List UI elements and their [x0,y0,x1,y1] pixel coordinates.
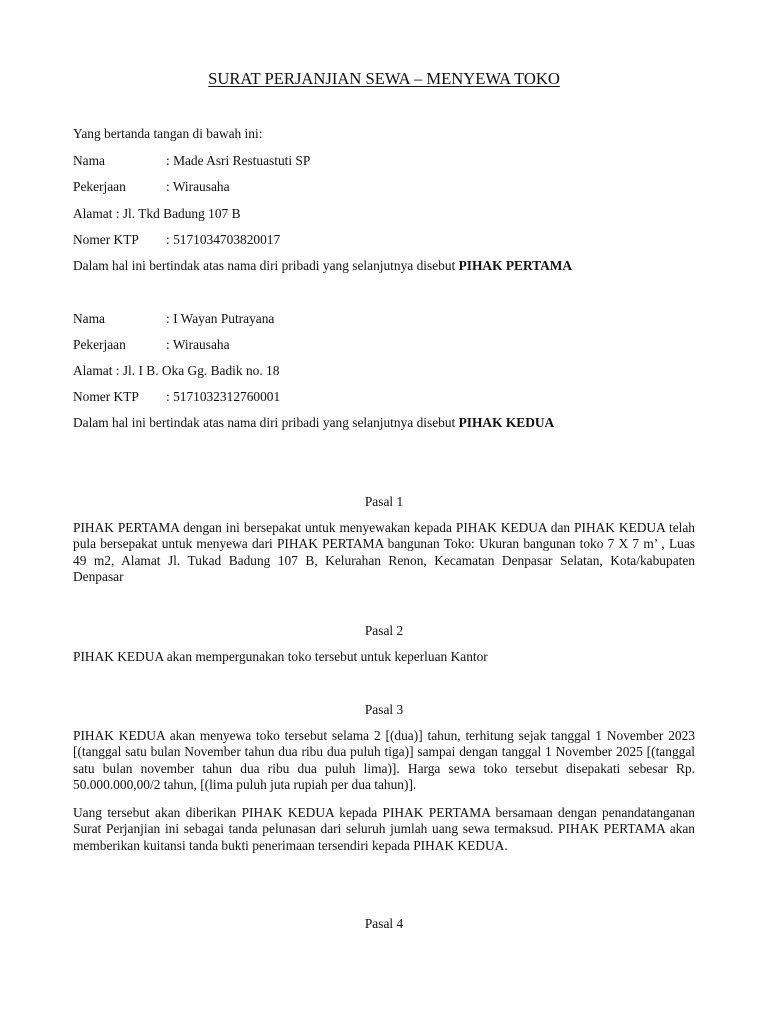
party1-pekerjaan-label: Pekerjaan [73,179,126,194]
party2-pekerjaan-value: : Wirausaha [166,337,230,352]
party2-ktp-label: Nomer KTP [73,389,139,404]
party1-role: PIHAK PERTAMA [458,258,573,273]
party1-pekerjaan-value: : Wirausaha [166,179,230,194]
party1-nama-value: : Made Asri Restuastuti SP [166,153,311,168]
party1-statement [73,258,572,274]
party1-alamat-row: Alamat : Jl. Tkd Badung 107 B [73,206,241,221]
party1-nama-label: Nama [73,153,105,168]
document-title: SURAT PERJANJIAN SEWA – MENYEWA TOKO [208,69,560,88]
party2-nama-label: Nama [73,311,105,326]
party2-role: PIHAK KEDUA [458,415,555,430]
party2-pekerjaan-label: Pekerjaan [73,337,126,352]
party2-nama-row [73,311,274,327]
pasal3-heading: Pasal 3 [364,702,404,717]
party1-statement-text: Dalam hal ini bertindak atas nama diri pribadi yang selanjutnya disebut [73,258,459,273]
party1-nama-row [73,153,310,169]
party2-alamat-row: Alamat : Jl. I B. Oka Gg. Badik no. 18 [73,363,280,378]
party2-statement [73,415,554,431]
pasal1-heading: Pasal 1 [364,494,404,509]
party2-ktp-value: : 5171032312760001 [166,389,281,404]
pasal3-text1: PIHAK KEDUA akan menyewa toko tersebut selama 2 [(dua)] tahun, terhitung sejak tanggal 1 November 2023 [(tanggal satu bulan November tahun dua ribu dua puluh tiga)] sampai dengan tanggal 1 November 2025 [(tanggal satu bulan november tahun dua ribu dua puluh lima)]. Harga sewa toko tersebut disepakati sebesar Rp. 50.000.000,00/2 tahun, [(lima puluh juta rupiah per dua tahun)]. [73,728,695,793]
party1-ktp-row [73,232,280,248]
pasal3-text2: Uang tersebut akan diberikan PIHAK KEDUA kepada PIHAK PERTAMA bersamaan dengan penandatanganan Surat Perjanjian ini sebagai tanda pelunasan dari seluruh jumlah uang sewa termaksud. PIHAK PERTAMA akan memberikan kuitansi tanda bukti penerimaan tersendiri kepada PIHAK KEDUA. [73,805,695,853]
pasal4-heading: Pasal 4 [364,916,404,931]
intro-text: Yang bertanda tangan di bawah ini: [73,126,263,141]
party2-pekerjaan-row [73,337,230,353]
party2-ktp-row [73,389,280,405]
party2-statement-text: Dalam hal ini bertindak atas nama diri pribadi yang selanjutnya disebut [73,415,459,430]
party1-ktp-label: Nomer KTP [73,232,139,247]
party1-ktp-value: : 5171034703820017 [166,232,281,247]
pasal1-text: PIHAK PERTAMA dengan ini bersepakat untuk menyewakan kepada PIHAK KEDUA dan PIHAK KEDUA telah pula bersepakat untuk menyewa dari PIHAK PERTAMA bangunan Toko: Ukuran bangunan toko 7 X 7 m’ , Luas 49 m2, Alamat Jl. Tukad Badung 107 B, Kelurahan Renon, Kecamatan Denpasar Selatan, Kota/kabupaten Denpasar [73,520,695,585]
pasal2-text: PIHAK KEDUA akan mempergunakan toko tersebut untuk keperluan Kantor [73,649,488,664]
pasal2-heading: Pasal 2 [364,623,404,638]
party2-nama-value: : I Wayan Putrayana [166,311,275,326]
party1-pekerjaan-row [73,179,230,195]
